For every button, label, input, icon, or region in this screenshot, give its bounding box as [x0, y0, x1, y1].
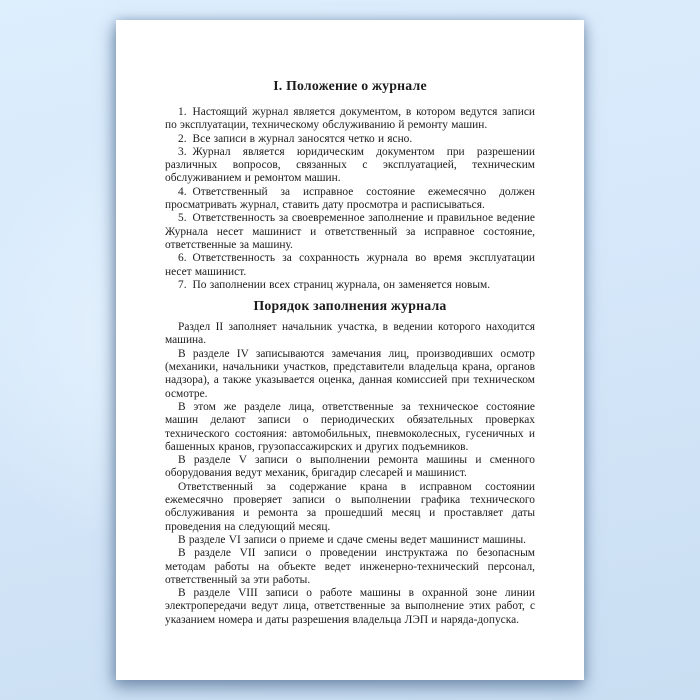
item-text: Настоящий журнал является документом, в котором ведутся записи по эксплуатации, техническому обслуживанию й ремонту машин. [165, 106, 535, 132]
item-text: Ответственность за своевременное заполнение и правильное ведение Журнала несет машинист и ответственный за исправное состояние, ответственные за машину. [165, 212, 535, 251]
section-2-paragraph: Ответственный за содержание крана в исправном состоянии ежемесячно проверяет записи о выполнении графика технического обслуживания и ремонта за прошедший месяц и проставляет даты проведения на следующий месяц. [165, 480, 535, 533]
item-number: 4. [178, 185, 187, 198]
item-text: Журнал является юридическим документом при разрешении различных вопросов, связанных с эксплуатацией, техническим обслуживанием и ремонтом машин. [165, 145, 535, 185]
section-1-item [165, 186, 535, 213]
document-page [116, 20, 584, 680]
section-2-paragraph: В разделе VIII записи о работе машины в охранной зоне линии электропередачи ведут лица, ответственные за выполнение этих работ, с указанием номера и даты разрешения владельца ЛЭП и наряда-допуска. [165, 587, 535, 626]
item-number: 6. [178, 252, 187, 265]
item-number: 5. [178, 212, 187, 225]
section-2-paragraph: В разделе IV записываются замечания лиц, производивших осмотр (механики, начальники участков, представители владельца крана, органов надзора), а также указывается оценка, данная комиссией при техническом осмотре. [165, 347, 535, 400]
section-1-item [165, 212, 535, 252]
section-1-item [165, 146, 535, 186]
section-1-item [165, 133, 535, 146]
item-text: Все записи в журнал заносятся четко и ясно. [192, 132, 413, 145]
item-text: Ответственность за сохранность журнала во время эксплуатации несет машинист. [165, 252, 535, 278]
item-number: 3. [178, 145, 187, 158]
section-2-paragraph: Раздел II заполняет начальник участка, в ведении которого находится машина. [165, 321, 535, 347]
item-number: 7. [178, 278, 187, 291]
item-text: По заполнении всех страниц журнала, он заменяется новым. [192, 278, 491, 291]
item-text: Ответственный за исправное состояние ежемесячно должен просматривать журнал, ставить дату просмотра и расписываться. [165, 185, 535, 212]
section-2-paragraph: В разделе VII записи о проведении инструктажа по безопасным методам работы на объекте ведет инженерно-технический персонал, ответственный за эти работы. [165, 547, 535, 586]
section-2-paragraph: В этом же разделе лица, ответственные за техническое состояние машин делают записи о периодических обязательных проверках технического состояния: автомобильных, пневмоколесных, гусеничных и башенных кранов, грузопассажирских и других подъемников. [165, 400, 535, 453]
section-2-paragraph: В разделе V записи о выполнении ремонта машины и сменного оборудования ведут механик, бригадир слесарей и машинист. [165, 454, 535, 480]
item-number: 1. [178, 106, 187, 118]
section-1-item [165, 279, 535, 292]
section-2-paragraph: В разделе VI записи о приеме и сдаче смены ведет машинист машины. [178, 533, 526, 546]
section-1-title: I. Положение о журнале [273, 78, 427, 93]
section-1-item [165, 106, 535, 133]
section-1-item [165, 252, 535, 279]
item-number: 2. [178, 132, 187, 145]
section-2-title: Порядок заполнения журнала [253, 298, 447, 314]
